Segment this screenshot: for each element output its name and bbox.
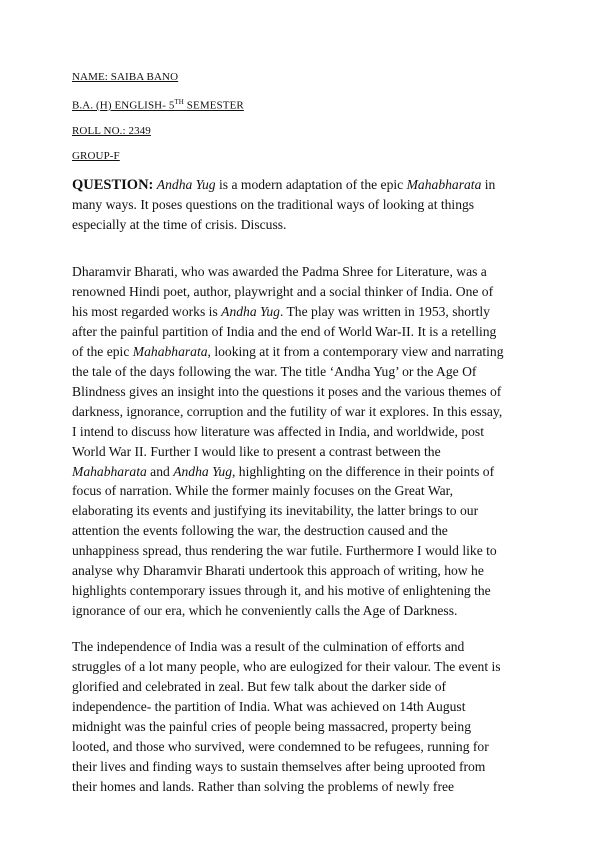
text-line — [72, 737, 527, 757]
course-superscript: TH — [174, 98, 184, 106]
text-run: Blindness gives an insight into the questions it poses and the various themes of — [72, 383, 502, 399]
text-run: darkness, ignorance, corruption and the futility of war it explores. In this essay, — [72, 403, 503, 419]
italic-title: Mahabharata — [72, 463, 147, 479]
text-run: ignorance of our era, which he conveniently calls the Age of Darkness. — [72, 603, 458, 619]
text-run: , highlighting on the difference in their points of — [232, 463, 495, 479]
text-run: and — [146, 463, 174, 479]
text-line — [72, 697, 527, 717]
text-line — [72, 677, 527, 697]
text-run: their lives and finding ways to sustain themselves after being uprooted from — [72, 758, 486, 774]
text-run: midnight was the painful cries of people being massacred, property being — [72, 718, 472, 734]
course-text: B.A. (H) ENGLISH- 5 — [72, 99, 175, 112]
text-line — [72, 581, 527, 601]
text-line — [72, 402, 527, 422]
text-run: glorified and celebrated in zeal. But few talk about the darker side of — [72, 678, 447, 694]
text-run: of the epic — [72, 343, 133, 359]
text-line — [72, 657, 527, 677]
text-line — [72, 637, 527, 657]
text-run: the tale of the days following the war. The title ‘Andha Yug’ or the Age Of — [72, 363, 477, 379]
text-line — [72, 342, 527, 362]
italic-title: Mahabharata — [132, 343, 208, 359]
text-line — [72, 561, 527, 581]
italic-title: Andha Yug — [173, 463, 232, 479]
question-label: QUESTION: — [72, 177, 154, 193]
text-line — [72, 757, 527, 777]
course-line — [72, 98, 244, 112]
text-run: . The play was written in 1953, shortly — [279, 303, 490, 319]
roll-number: ROLL NO.: 2349 — [72, 125, 151, 137]
text-line — [72, 717, 527, 737]
group-label: GROUP-F — [72, 150, 120, 162]
text-line — [72, 262, 527, 282]
text-line — [72, 362, 527, 382]
text-run: analyse why Dharamvir Bharati undertook this approach of writing, how he — [72, 563, 484, 579]
text-line — [72, 322, 527, 342]
question-text: is a modern adaptation of the epic — [215, 177, 407, 192]
text-line — [72, 462, 527, 482]
text-line — [72, 422, 527, 442]
text-line — [72, 282, 527, 302]
text-line — [72, 777, 527, 797]
text-line — [72, 481, 527, 501]
question-block — [72, 175, 522, 235]
text-line — [72, 302, 527, 322]
italic-title: Andha Yug — [221, 303, 280, 319]
text-run: attention the events following the war, the destruction caused and the — [72, 523, 448, 539]
text-run: looted, and those who survived, were condemned to be refugees, running for — [72, 738, 489, 754]
essay-paragraph-1 — [72, 262, 527, 621]
text-line — [72, 541, 527, 561]
text-run: his most regarded works is — [72, 303, 222, 319]
text-line — [72, 601, 527, 621]
text-run: highlights contemporary issues through it, and his motive of enlightening the — [72, 583, 491, 599]
text-run: unhappiness spread, thus rendering the war futile. Furthermore I would like to — [72, 543, 497, 559]
question-title-mahabharata: Mahabharata — [406, 177, 482, 192]
text-run: World War II. Further I would like to present a contrast between the — [72, 443, 441, 459]
text-run: their homes and lands. Rather than solving the problems of newly free — [72, 778, 455, 794]
text-run: struggles of a lot many people, who are eulogized for their valour. The event is — [72, 658, 501, 674]
text-line — [72, 521, 527, 541]
student-name: NAME: SAIBA BANO — [72, 71, 179, 83]
course-semester: SEMESTER — [183, 99, 244, 112]
text-run: after the painful partition of India and the end of World War-II. It is a retelling — [72, 323, 497, 339]
text-run: elaborating its events and justifying its inevitability, the latter brings to our — [72, 503, 479, 519]
text-line — [72, 382, 527, 402]
text-run: renowned Hindi poet, author, playwright and a social thinker of India. One of — [72, 283, 494, 299]
text-run: I intend to discuss how literature was affected in India, and worldwide, post — [72, 423, 484, 439]
essay-paragraph-2 — [72, 637, 527, 797]
text-line — [72, 442, 527, 462]
text-run: independence- the partition of India. What was achieved on 14th August — [72, 698, 466, 714]
question-title-andha-yug: Andha Yug — [156, 177, 216, 192]
question-text: in many ways. It poses questions on the traditional ways of looking at things especially at the time of crisis. Discuss. — [72, 177, 496, 232]
text-run: focus of narration. While the former mainly focuses on the Great War, — [72, 483, 453, 499]
text-run: Dharamvir Bharati, who was awarded the Padma Shree for Literature, was a — [72, 264, 487, 279]
text-run: , looking at it from a contemporary view and narrating — [207, 343, 504, 359]
text-run: The independence of India was a result of the culmination of efforts and — [72, 639, 465, 654]
text-line — [72, 501, 527, 521]
